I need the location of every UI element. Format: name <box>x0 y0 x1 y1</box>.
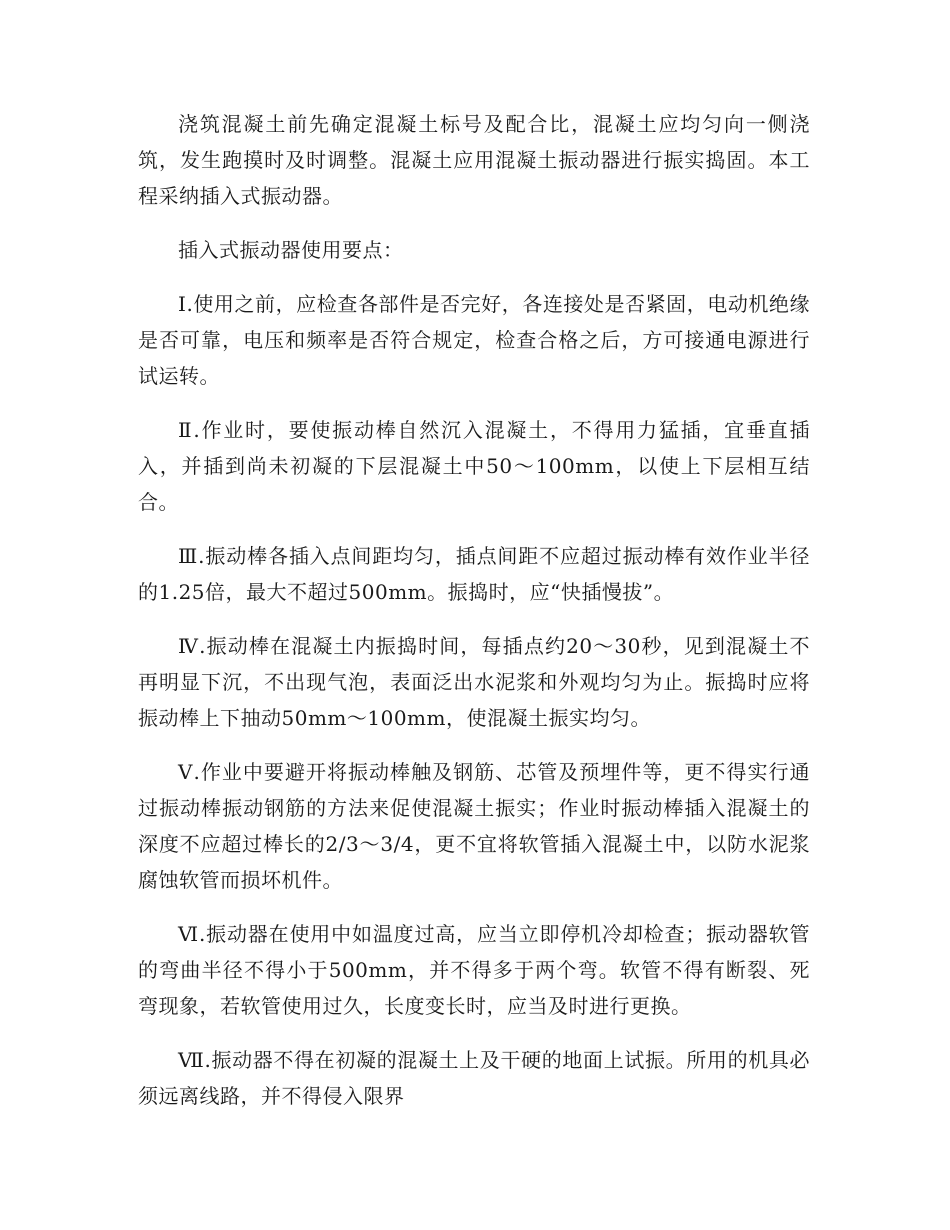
document-body <box>138 106 810 1132</box>
paragraph-item-5: Ⅴ.作业中要避开将振动棒触及钢筋、芯管及预埋件等，更不得实行通过振动棒振动钢筋的方法来促使混凝土振实；作业时振动棒插入混凝土的深度不应超过棒长的2/3～3/4，更不宜将软管插入混凝土中，以防水泥浆腐蚀软管而损坏机件。 <box>138 760 810 892</box>
paragraph-item-2: Ⅱ.作业时，要使振动棒自然沉入混凝土，不得用力猛插，宜垂直插入，并插到尚未初凝的下层混凝土中50～100mm，以使上下层相互结合。 <box>138 418 810 514</box>
paragraph-item-1: Ⅰ.使用之前，应检查各部件是否完好，各连接处是否紧固，电动机绝缘是否可靠，电压和频率是否符合规定，检查合格之后，方可接通电源进行试运转。 <box>138 292 810 388</box>
paragraph-item-3: Ⅲ.振动棒各插入点间距均匀，插点间距不应超过振动棒有效作业半径的1.25倍，最大不超过500mm。振捣时，应“快插慢拔”。 <box>138 544 810 604</box>
paragraph-intro: 浇筑混凝土前先确定混凝土标号及配合比，混凝土应均匀向一侧浇筑，发生跑摸时及时调整。混凝土应用混凝土振动器进行振实捣固。本工程采纳插入式振动器。 <box>138 112 810 208</box>
paragraph-item-6: Ⅵ.振动器在使用中如温度过高，应当立即停机冷却检查；振动器软管的弯曲半径不得小于500mm，并不得多于两个弯。软管不得有断裂、死弯现象，若软管使用过久，长度变长时，应当及时进行更换。 <box>138 922 810 1018</box>
paragraph-item-4: Ⅳ.振动棒在混凝土内振捣时间，每插点约20～30秒，见到混凝土不再明显下沉，不出现气泡，表面泛出水泥浆和外观均匀为止。振捣时应将振动棒上下抽动50mm～100mm，使混凝土振实均匀。 <box>138 634 810 730</box>
paragraph-item-7: Ⅶ.振动器不得在初凝的混凝土上及干硬的地面上试振。所用的机具必须远离线路，并不得侵入限界 <box>138 1048 810 1108</box>
paragraph-heading: 插入式振动器使用要点： <box>178 238 404 262</box>
